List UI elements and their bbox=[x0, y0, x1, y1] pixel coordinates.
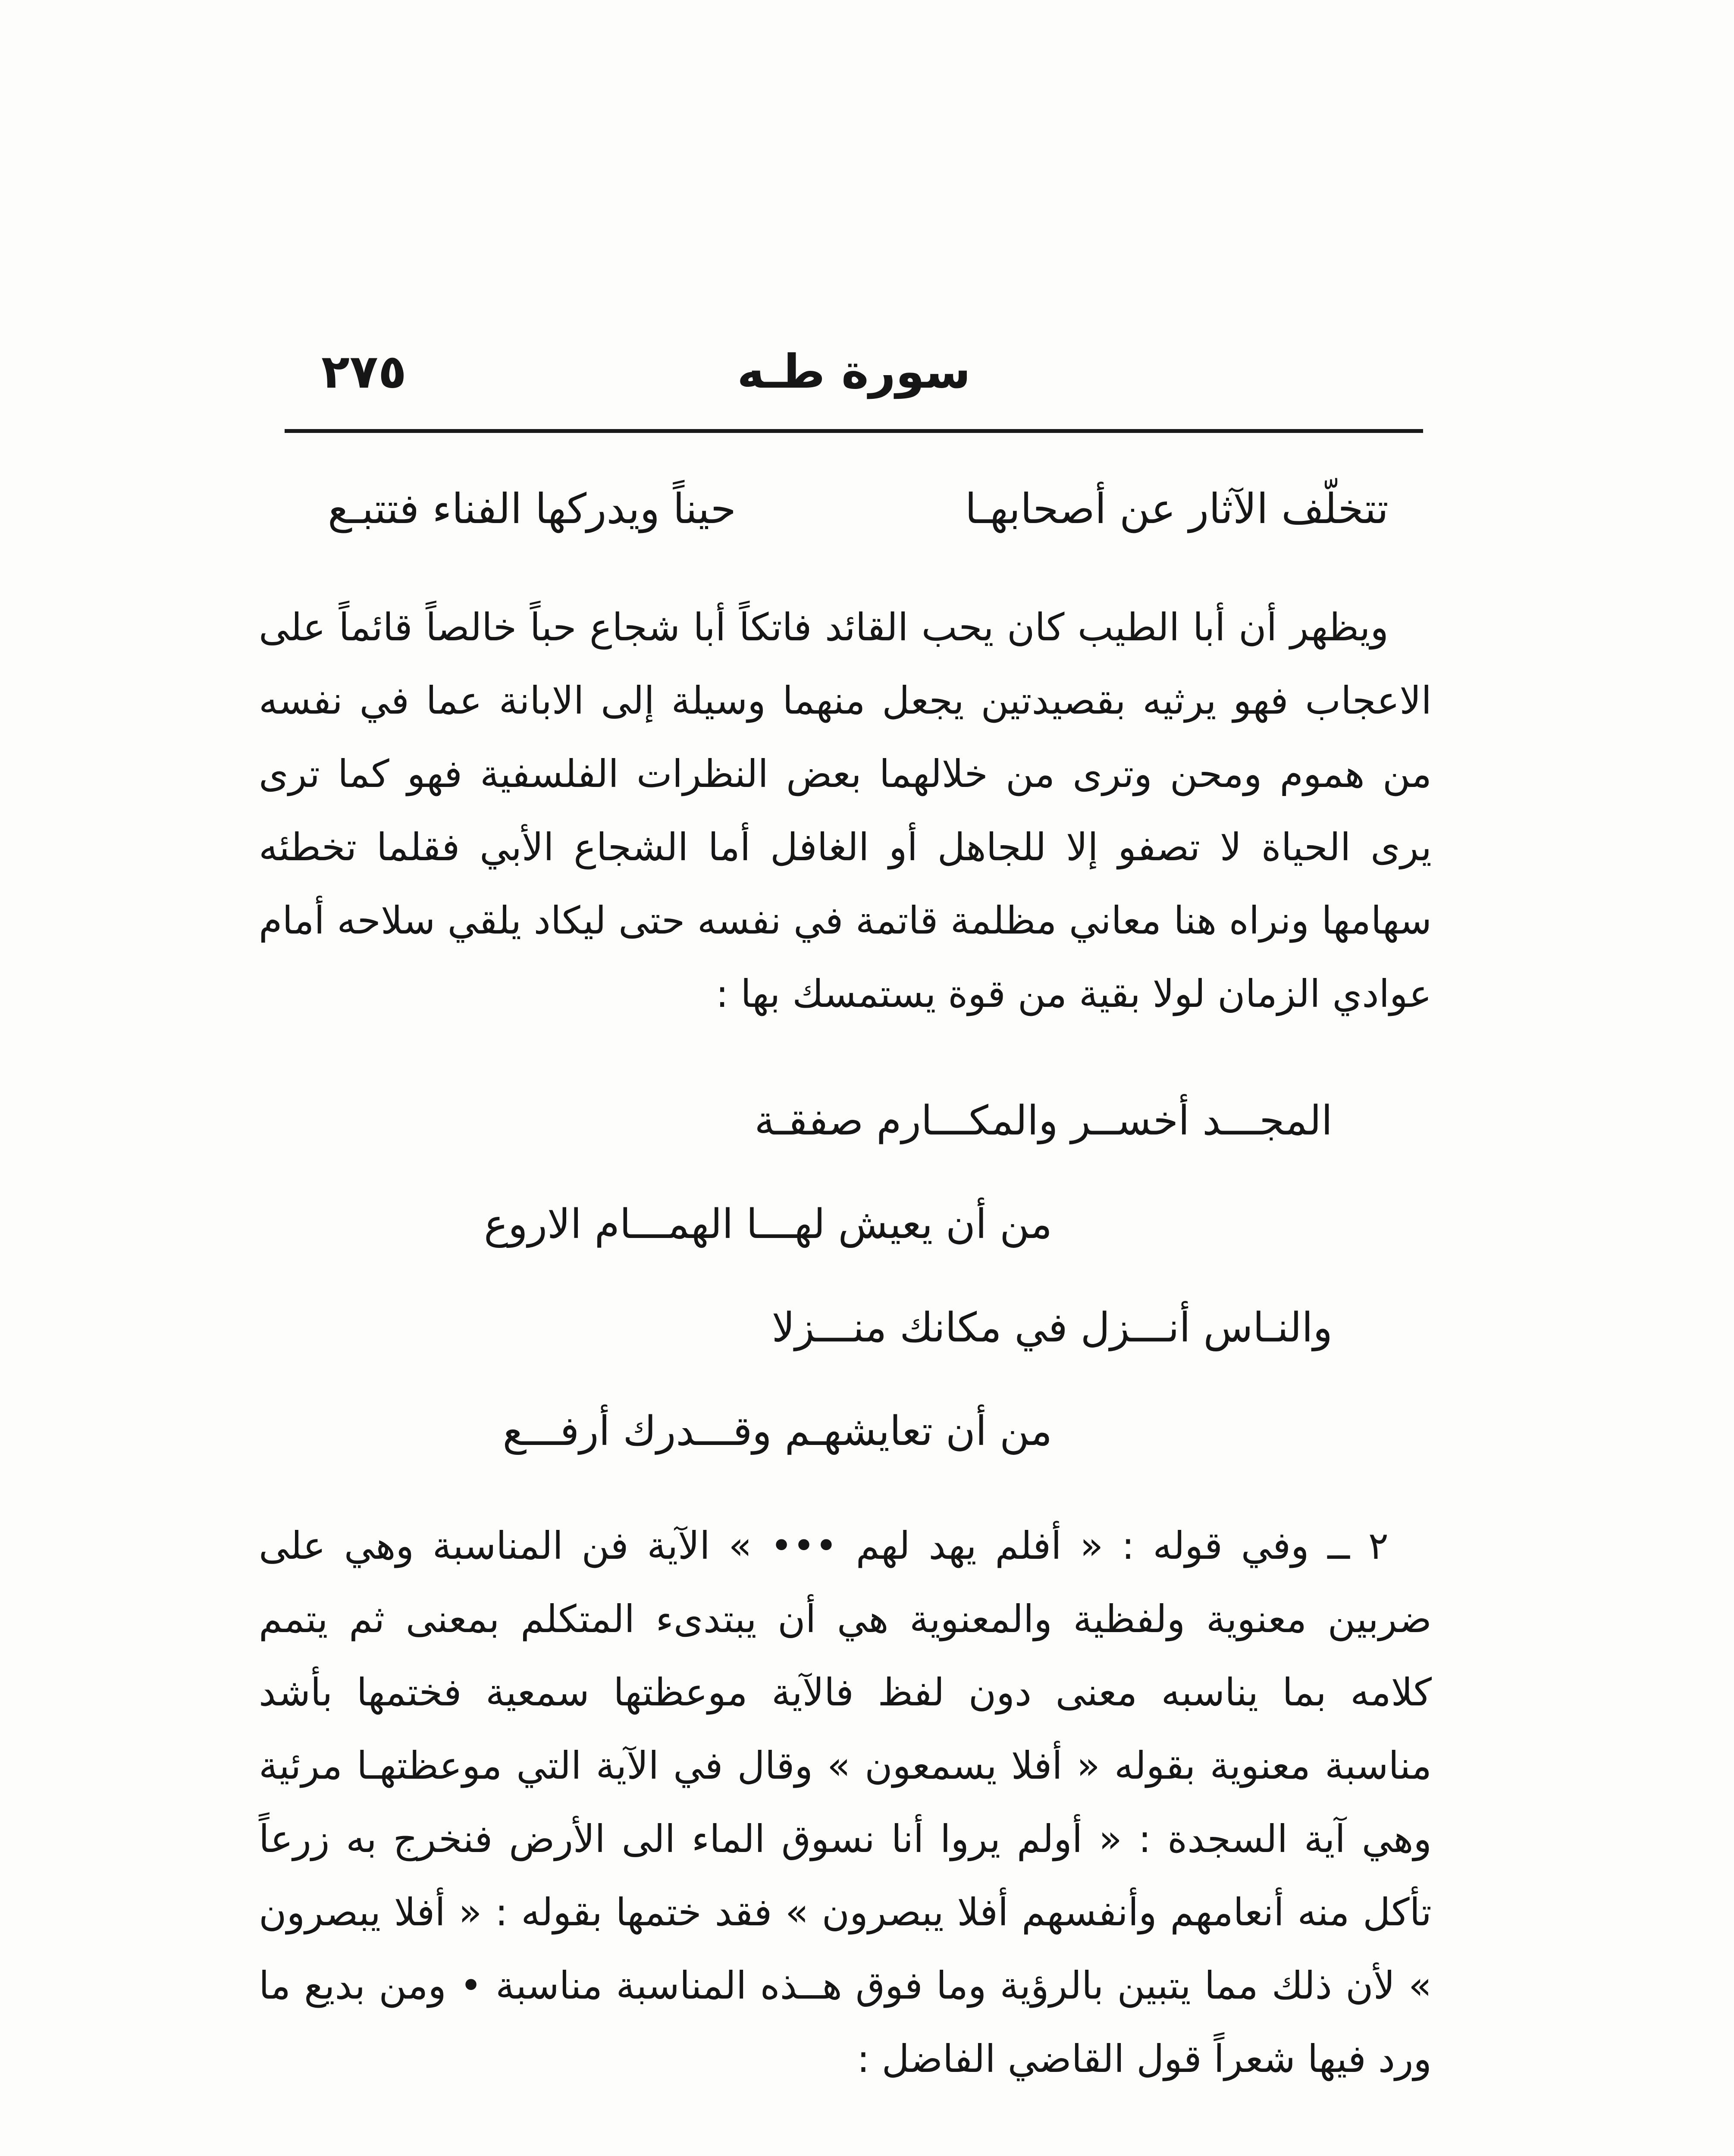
header-divider bbox=[285, 429, 1423, 433]
poem-1-line-2: من أن يعيش لهـــا الهمـــام الاروع bbox=[484, 1201, 1052, 1248]
poem-2-line-1 bbox=[259, 2134, 1432, 2156]
lead-verse-hemistich-2: حيناً ويدركها الفناء فتتبـع bbox=[328, 485, 736, 533]
poem-1 bbox=[259, 1069, 1432, 1483]
lead-verse-hemistich-1: تتخلّف الآثار عن أصحابهـا bbox=[965, 485, 1389, 533]
paragraph-1-text: ويظهر أن أبا الطيب كان يحب القائد فاتكاً أبا شجاع حباً خالصاً قائماً على الاعجاب فهو يرثيه بقصيدتين يجعل منهما وسيلة إلى الابانة عما في نفسه من هموم ومحن وترى من خلالهما بعض النظرات الفلسفية فهو كما ترى يرى الحياة لا تصفو إلا للجاهل أو الغافل أما الشجاع الأبي فقلما تخطئه سهامها ونراه هنا معاني مظلمة قاتمة في نفسه حتى ليكاد يلقي سلاحه أمام عوادي الزمان لولا بقية من قوة يستمسك بها : bbox=[259, 605, 1432, 1016]
poem-1-line-1: المجـــد أخســر والمكـــارم صفقـة bbox=[754, 1097, 1333, 1144]
lead-verse bbox=[259, 466, 1432, 552]
poem-1-line-4: من أن تعايشهـم وقـــدرك أرفـــع bbox=[502, 1408, 1052, 1455]
paragraph-2-text: ٢ ــ وفي قوله : « أفلم يهد لهم ••• » الآية فن المناسبة وهي على ضربين معنوية ولفظية والمعنوية هي أن يبتدىء المتكلم بمعنى ثم يتمم كلامه بما يناسبه معنى دون لفظ فالآية موعظتها سمعية فختمها بأشد مناسبة معنوية بقوله « أفلا يسمعون » وقال في الآية التي موعظتهـا مرئية وهي آية السجدة : « أولم يروا أنا نسوق الماء الى الأرض فنخرج به زرعاً تأكل منه أنعامهم وأنفسهم أفلا يبصرون » فقد ختمها بقوله : « أفلا يبصرون » لأن ذلك مما يتبين بالرؤية وما فوق هــذه المناسبة مناسبة • ومن بديع ما ورد فيها شعراً قول القاضي الفاضل : bbox=[259, 1523, 1432, 2081]
page-header bbox=[280, 328, 1427, 414]
poem-2 bbox=[259, 2134, 1432, 2156]
page-number: ٢٧٥ bbox=[321, 345, 407, 399]
paragraph-2 bbox=[259, 1509, 1432, 2096]
page-content bbox=[259, 466, 1432, 2156]
paragraph-1 bbox=[259, 591, 1432, 1031]
surah-title: سورة طـه bbox=[737, 345, 971, 399]
poem-1-line-3: والنـاس أنـــزل في مكانك منـــزلا bbox=[771, 1304, 1333, 1351]
